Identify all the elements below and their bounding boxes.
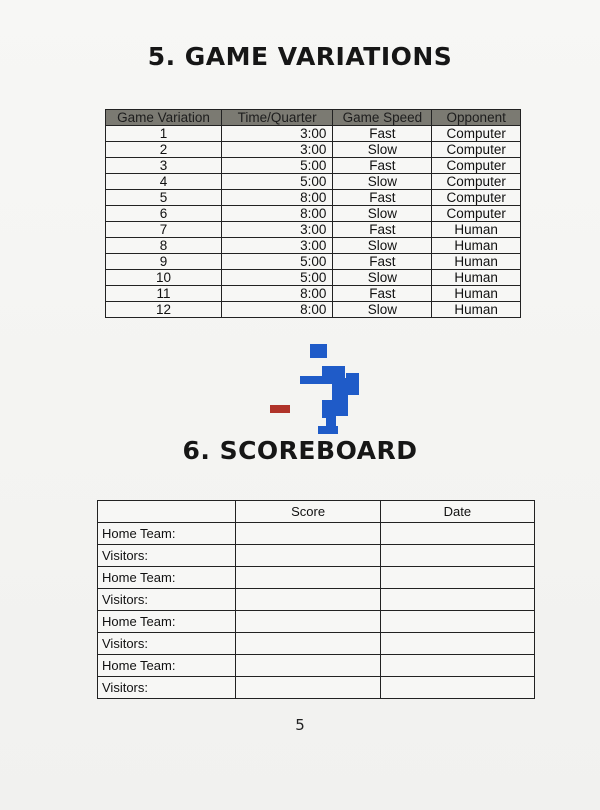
cell-speed: Slow: [333, 206, 432, 222]
header-team: [98, 501, 236, 523]
team-label: Visitors:: [98, 633, 236, 655]
cell-speed: Fast: [333, 158, 432, 174]
cell-opponent: Computer: [432, 158, 521, 174]
cell-opponent: Computer: [432, 190, 521, 206]
pixel-player-icon: [270, 342, 362, 434]
page-number: 5: [295, 716, 305, 734]
team-label: Home Team:: [98, 523, 236, 545]
game-variations-title: 5. GAME VARIATIONS: [147, 42, 453, 71]
player-torso: [322, 366, 345, 378]
header-game-speed: Game Speed: [333, 110, 432, 126]
team-label: Visitors:: [98, 545, 236, 567]
cell-time: 8:00: [221, 206, 332, 222]
cell-time: 3:00: [221, 126, 332, 142]
player-body: [332, 378, 348, 416]
cell-variation: 5: [106, 190, 222, 206]
date-cell[interactable]: [380, 677, 534, 699]
header-game-variation: Game Variation: [106, 110, 222, 126]
cell-variation: 6: [106, 206, 222, 222]
scoreboard-row: [98, 611, 535, 633]
table-row: [106, 302, 521, 318]
cell-variation: 3: [106, 158, 222, 174]
cell-opponent: Human: [432, 286, 521, 302]
header-time-quarter: Time/Quarter: [221, 110, 332, 126]
header-score: Score: [236, 501, 380, 523]
scoreboard-body: [98, 523, 535, 699]
cell-time: 5:00: [221, 270, 332, 286]
player-leg: [322, 400, 334, 418]
cell-variation: 1: [106, 126, 222, 142]
cell-time: 5:00: [221, 158, 332, 174]
cell-opponent: Computer: [432, 206, 521, 222]
score-cell[interactable]: [236, 677, 380, 699]
cell-opponent: Human: [432, 222, 521, 238]
cell-speed: Slow: [333, 174, 432, 190]
cell-variation: 10: [106, 270, 222, 286]
team-label: Visitors:: [98, 589, 236, 611]
game-variations-table: [105, 109, 521, 318]
date-cell[interactable]: [380, 589, 534, 611]
table-row: [106, 206, 521, 222]
cell-speed: Fast: [333, 254, 432, 270]
date-cell[interactable]: [380, 633, 534, 655]
cell-variation: 12: [106, 302, 222, 318]
team-label: Home Team:: [98, 567, 236, 589]
cell-speed: Fast: [333, 286, 432, 302]
date-cell[interactable]: [380, 567, 534, 589]
cell-time: 3:00: [221, 238, 332, 254]
cell-variation: 7: [106, 222, 222, 238]
cell-opponent: Computer: [432, 142, 521, 158]
score-cell[interactable]: [236, 545, 380, 567]
table-row: [106, 190, 521, 206]
scoreboard-row: [98, 589, 535, 611]
cell-opponent: Human: [432, 302, 521, 318]
scoreboard-row: [98, 523, 535, 545]
score-cell[interactable]: [236, 633, 380, 655]
player-head: [310, 344, 327, 358]
cell-opponent: Computer: [432, 174, 521, 190]
score-cell[interactable]: [236, 655, 380, 677]
team-label: Home Team:: [98, 655, 236, 677]
cell-variation: 8: [106, 238, 222, 254]
cell-speed: Slow: [333, 270, 432, 286]
table-row: [106, 270, 521, 286]
cell-time: 3:00: [221, 142, 332, 158]
ball-icon: [270, 405, 290, 413]
cell-time: 5:00: [221, 174, 332, 190]
table-row: [106, 158, 521, 174]
score-cell[interactable]: [236, 611, 380, 633]
scoreboard-title: 6. SCOREBOARD: [182, 436, 418, 465]
score-cell[interactable]: [236, 523, 380, 545]
scoreboard-row: [98, 677, 535, 699]
cell-variation: 4: [106, 174, 222, 190]
cell-opponent: Human: [432, 238, 521, 254]
table-row: [106, 126, 521, 142]
date-cell[interactable]: [380, 545, 534, 567]
score-cell[interactable]: [236, 567, 380, 589]
table-row: [106, 142, 521, 158]
header-date: Date: [380, 501, 534, 523]
cell-opponent: Human: [432, 254, 521, 270]
cell-time: 8:00: [221, 302, 332, 318]
cell-speed: Fast: [333, 190, 432, 206]
scoreboard-row: [98, 545, 535, 567]
cell-speed: Slow: [333, 302, 432, 318]
cell-time: 8:00: [221, 190, 332, 206]
table-header-row: [106, 110, 521, 126]
cell-opponent: Human: [432, 270, 521, 286]
date-cell[interactable]: [380, 523, 534, 545]
cell-variation: 11: [106, 286, 222, 302]
table-row: [106, 254, 521, 270]
scoreboard-row: [98, 567, 535, 589]
scoreboard-table: [97, 500, 535, 699]
score-cell[interactable]: [236, 589, 380, 611]
cell-speed: Fast: [333, 126, 432, 142]
table-row: [106, 222, 521, 238]
table-row: [106, 174, 521, 190]
header-opponent: Opponent: [432, 110, 521, 126]
scoreboard-row: [98, 655, 535, 677]
game-variations-body: [106, 126, 521, 318]
cell-time: 3:00: [221, 222, 332, 238]
date-cell[interactable]: [380, 611, 534, 633]
cell-speed: Slow: [333, 238, 432, 254]
cell-variation: 2: [106, 142, 222, 158]
table-row: [106, 238, 521, 254]
scoreboard-row: [98, 633, 535, 655]
cell-opponent: Computer: [432, 126, 521, 142]
player-leg-lower: [326, 416, 336, 428]
cell-time: 8:00: [221, 286, 332, 302]
team-label: Visitors:: [98, 677, 236, 699]
cell-variation: 9: [106, 254, 222, 270]
scoreboard-header-row: [98, 501, 535, 523]
team-label: Home Team:: [98, 611, 236, 633]
table-row: [106, 286, 521, 302]
date-cell[interactable]: [380, 655, 534, 677]
cell-time: 5:00: [221, 254, 332, 270]
cell-speed: Slow: [333, 142, 432, 158]
cell-speed: Fast: [333, 222, 432, 238]
